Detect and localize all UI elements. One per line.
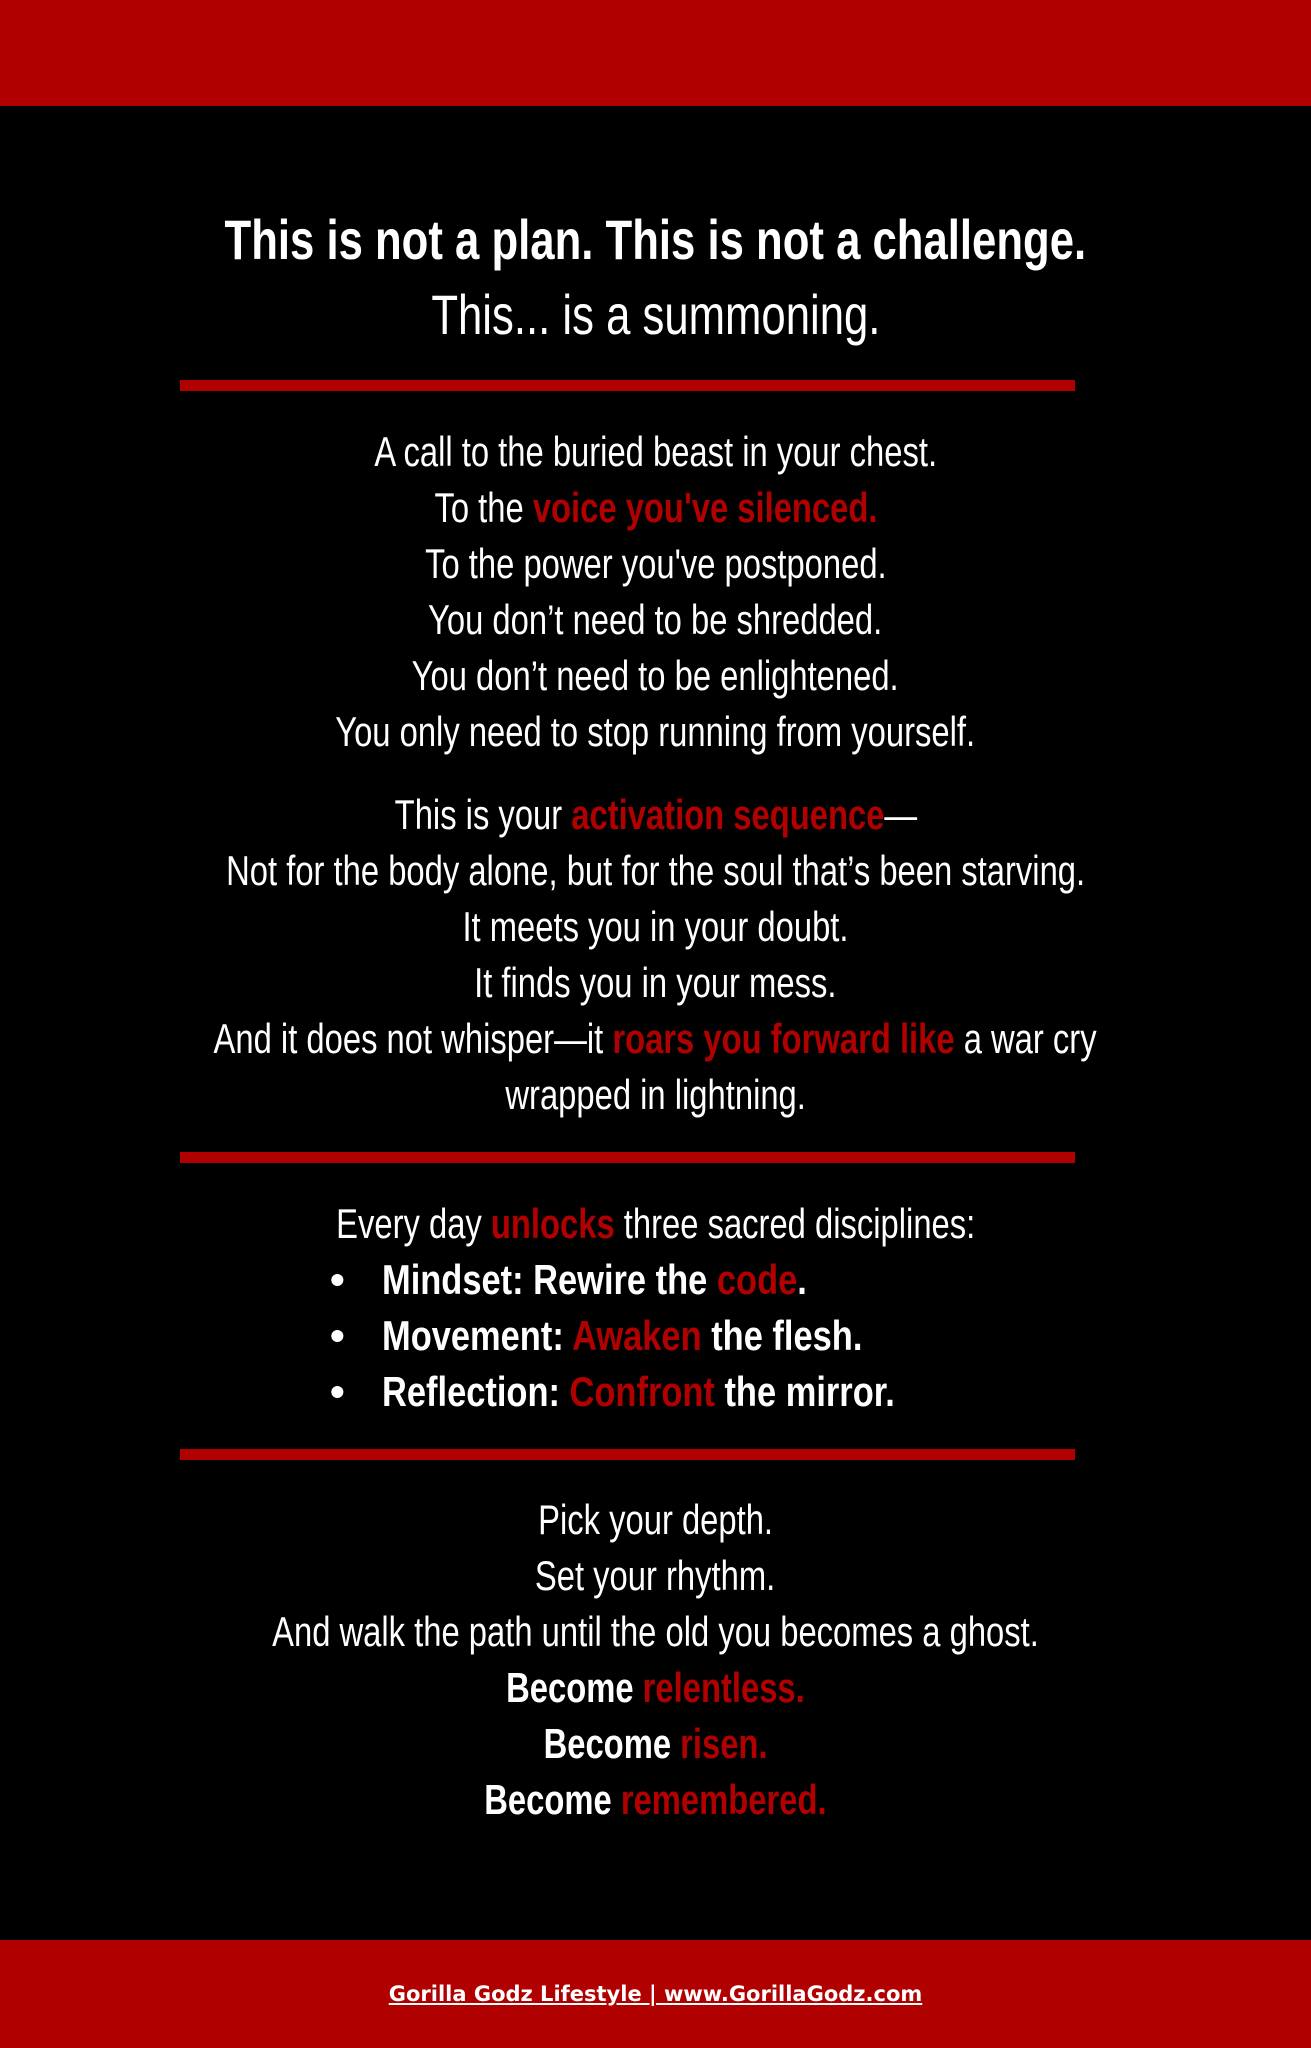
divider-2	[180, 1152, 1075, 1163]
footer-website-link[interactable]: Gorilla Godz Lifestyle | www.GorillaGodz.com	[388, 1982, 923, 2006]
footer-banner	[0, 1940, 1311, 2048]
s1-line-3: To the power you've postponed.	[424, 540, 887, 587]
s4-line-3: And walk the path until the old you becomes a ghost.	[272, 1608, 1039, 1655]
s4-line-2: Set your rhythm.	[535, 1552, 776, 1599]
s2-line-4: It finds you in your mess.	[474, 959, 837, 1006]
divider-1	[180, 380, 1075, 391]
s2-line-6: wrapped in lightning.	[505, 1071, 806, 1118]
s4-line-1: Pick your depth.	[538, 1496, 773, 1543]
s2-line-5: And it does not whisper—it roars you forward like a war cry	[213, 1015, 1098, 1062]
divider-3	[180, 1449, 1075, 1460]
become-risen: Become risen.	[543, 1720, 768, 1767]
headline-line1: This is not a plan. This is not a challenge.	[224, 208, 1087, 271]
bullet-icon: •	[330, 1256, 345, 1303]
s2-line-3: It meets you in your doubt.	[462, 903, 849, 950]
s2-line-2: Not for the body alone, but for the soul that’s been starving.	[226, 847, 1085, 894]
s2-highlight-2: roars you forward like	[612, 1015, 956, 1062]
headline-line2: This... is a summoning.	[430, 283, 881, 346]
s1-line-1: A call to the buried beast in your chest.	[374, 428, 937, 475]
become-remembered: Become remembered.	[484, 1776, 827, 1823]
headline-secondary	[0, 280, 1311, 350]
s1-line-4: You don’t need to be shredded.	[428, 596, 883, 643]
s1-line-6: You only need to stop running from yourself.	[335, 708, 976, 755]
s3-intro: Every day unlocks three sacred disciplines:	[335, 1200, 976, 1247]
top-banner	[0, 0, 1311, 106]
s1-highlight: voice you've silenced.	[532, 484, 878, 531]
become-relentless: Become relentless.	[506, 1664, 805, 1711]
discipline-reflection: • Reflection: Confront the mirror.	[330, 1364, 1007, 1420]
bullet-icon: •	[330, 1368, 345, 1415]
discipline-mindset: • Mindset: Rewire the code.	[330, 1252, 900, 1308]
s2-line-1: This is your activation sequence—	[394, 791, 917, 838]
headline-primary	[0, 205, 1311, 275]
s2-highlight-1: activation sequence	[570, 791, 884, 838]
s1-line-2: To the voice you've silenced.	[433, 484, 878, 531]
s3-highlight: unlocks	[490, 1200, 615, 1247]
bullet-icon: •	[330, 1312, 345, 1359]
discipline-movement: • Movement: Awaken the flesh.	[330, 1308, 968, 1364]
s1-line-5: You don’t need to be enlightened.	[412, 652, 899, 699]
